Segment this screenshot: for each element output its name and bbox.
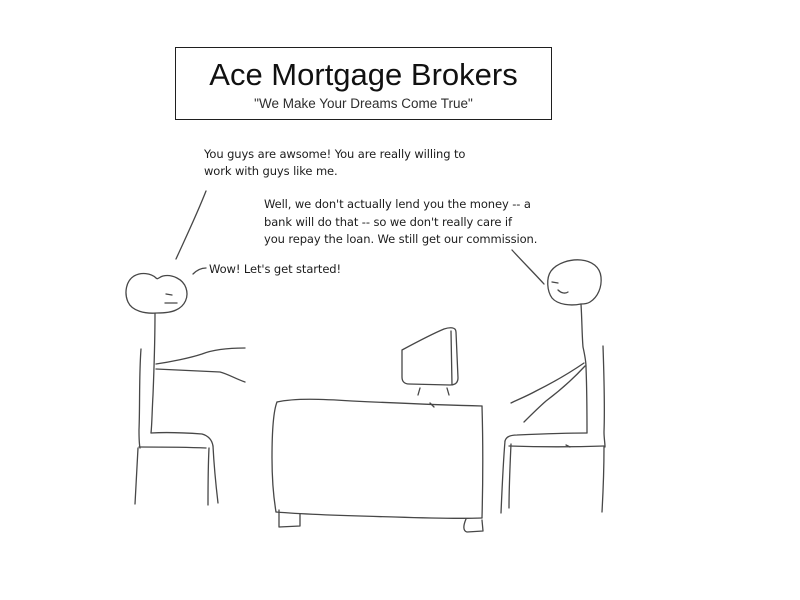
broker-eye: [552, 282, 558, 283]
monitor-foot: [418, 388, 420, 395]
speech-tail-right: [512, 250, 544, 284]
speech-tail-left: [176, 191, 206, 259]
cartoon-title: Ace Mortgage Brokers: [209, 56, 518, 92]
desk-foot: [464, 519, 483, 532]
desk-left-edge: [272, 402, 277, 512]
speech-line: Wow! Let's get started!: [209, 262, 342, 276]
speech-line: you repay the loan. We still get our commission.: [264, 232, 538, 246]
speech-customer-start: [209, 261, 341, 278]
speech-broker-reply: [264, 196, 537, 249]
chair-back: [139, 349, 141, 448]
broker-chair: [501, 346, 605, 513]
broker-arm-upper: [511, 363, 584, 403]
chair-leg: [509, 444, 511, 508]
chair-back: [603, 346, 605, 447]
broker-mouth: [558, 290, 568, 293]
chair-leg: [602, 447, 604, 512]
speech-line: work with guys like me.: [204, 164, 338, 178]
broker-figure: [511, 260, 601, 433]
desk: [272, 399, 483, 532]
speech-line: bank will do that -- so we don't really care if: [264, 214, 512, 229]
desk-bottom-edge: [276, 512, 482, 518]
title-box: [175, 47, 552, 120]
chair-leg: [213, 446, 218, 503]
speech-tail-wow: [193, 268, 206, 274]
speech-customer-excited: [204, 146, 465, 180]
chair-seat-bottom: [139, 447, 206, 448]
speech-line: You guys are awsome! You are really willing to: [204, 147, 466, 161]
speech-line: Well, we don't actually lend you the money -- a: [264, 197, 531, 211]
customer-body: [151, 313, 155, 433]
monitor-screen-line: [451, 331, 452, 385]
desk-top-edge: [277, 399, 482, 406]
customer-arm-lower: [156, 369, 245, 382]
customer-head: [126, 274, 187, 314]
computer-monitor: [402, 328, 458, 395]
customer-figure: [126, 274, 245, 433]
broker-arm-lower: [524, 366, 585, 422]
chair-seat-bottom: [509, 446, 604, 447]
customer-eye: [166, 294, 172, 295]
chair-seat-top: [151, 433, 213, 446]
monitor-outline: [402, 328, 458, 385]
chair-leg: [135, 448, 138, 504]
customer-chair: [135, 349, 218, 505]
chair-seat-top: [505, 433, 587, 441]
monitor-foot: [447, 388, 449, 395]
cartoon-tagline: "We Make Your Dreams Come True": [254, 95, 473, 111]
chair-leg: [208, 448, 209, 505]
desk-right-edge: [482, 406, 483, 518]
customer-arm-upper: [156, 348, 245, 364]
chair-leg: [501, 441, 505, 513]
